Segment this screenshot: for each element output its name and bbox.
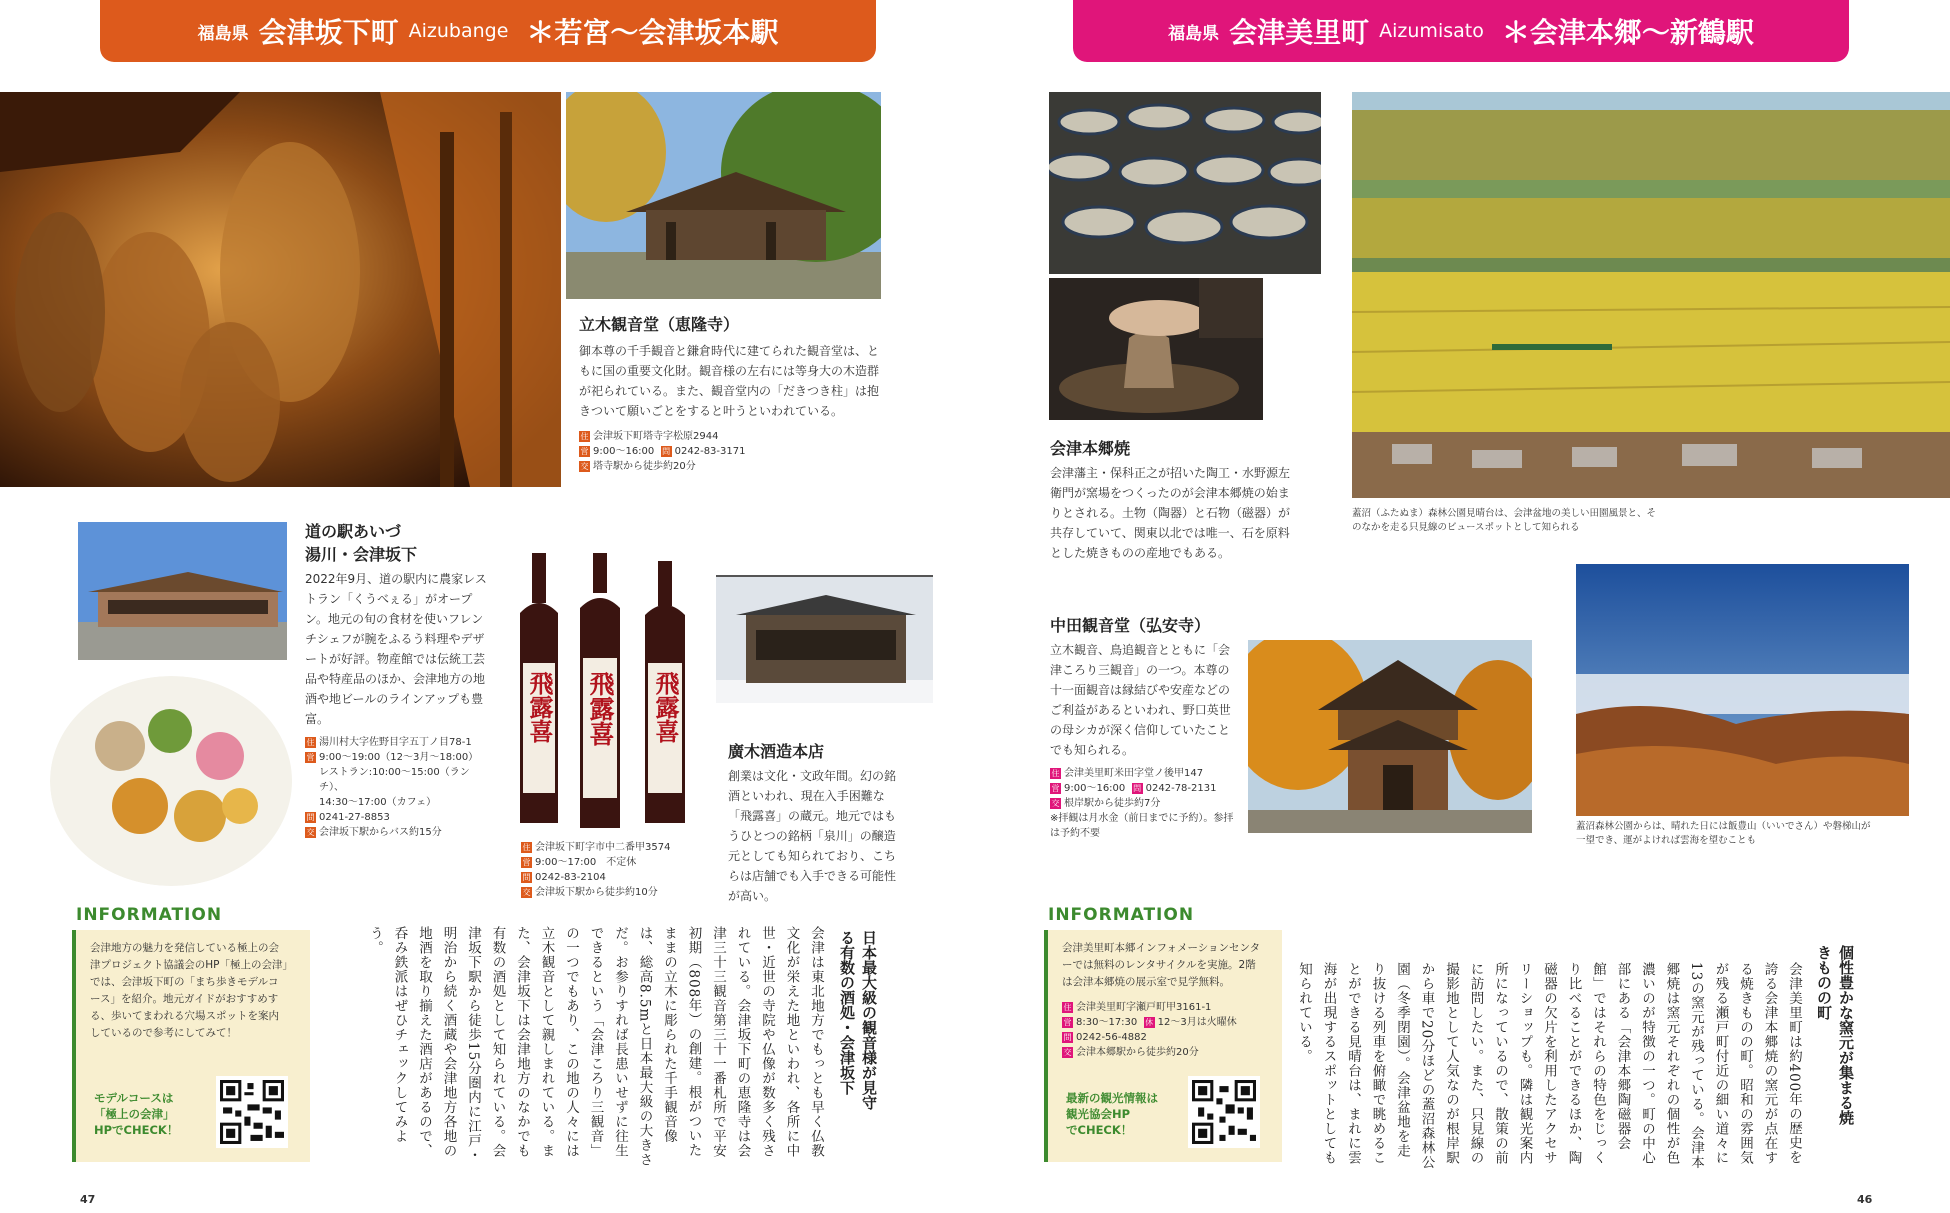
tachiki-hours: 営 9:00〜16:00 問 0242-83-3171	[580, 446, 746, 457]
michinoeki-body: 2022年9月、道の駅内に農家レストラン「くうべぇる」がオープン。地元の旬の食材を使いフレンチシェフが腕をふるう料理やデザートが好評。物産館では伝統工芸品や特産品のほか、会津地方の地酒や地ビールのラインアップも豊富。	[305, 572, 487, 726]
right-info-address: 住 会津美里町字瀬戸町甲3161-1	[1063, 1002, 1212, 1013]
tachiki-temple-photo	[566, 92, 881, 299]
hiroki-sake-bottles-photo	[510, 553, 705, 835]
nakada-gate-photo	[1248, 640, 1532, 833]
sea-of-clouds-caption: 蓋沼森林公園からは、晴れた日には飯豊山（いいでさん）や磐梯山が一望でき、運がよければ雲海を望むことも	[1576, 821, 1871, 846]
left-article-body: 会津は東北地方でもっとも早く仏教文化が栄えた地といわれ、各所に中世・近世の寺院や仏像が数多く残されている。会津坂下町の恵隆寺は会津三十三観音第三十一番札所で平安初期（808年）の創建。根がついたままの立木に彫られた千手観音像は、総高8.5mと日本最大級の大きさだ。お参りすれば長患いせずに往生できるという「会津ころり三観音」の一つでもあり、この地の人々には立木観音として親しまれている。また、会津坂下は会津地方のなかでも有数の酒処として知られている。会津坂下駅から徒歩15分圏内に江戸・明治から続く酒蔵や会津地方各地の地酒を取り揃えた酒店があるので、呑み鉄派はぜひチェックしてみよう。	[367, 926, 824, 1168]
michinoeki-photo	[78, 522, 287, 660]
hiroki-tel: 問 0242-83-2104	[522, 872, 606, 883]
hongo-title: 会津本郷焼	[1050, 439, 1131, 458]
right-article-body: 会津美里町は約400年の歴史を誇る会津本郷焼の窯元が点在する焼きものの町。昭和の雰囲気が残る瀬戸町付近の細い道々に13の窯元が残っている。会津本郷焼は窯元それぞれの個性が色濃いのが特徴の一つ。町の中心部にある「会津本郷陶磁器会館」ではそれらの特色をじっくり比べることができるほか、陶磁器の欠片を利用したアクセサリーショップも。隣は観光案内所になっているので、散策の前に訪問したい。また、只見線の撮影地として人気なのが根岸駅から車で20分ほどの蓋沼森林公園（冬季閉園）。会津盆地を走り抜ける列車を俯瞰で眺めることができる見晴台は、まれに雲海が出現するスポットとしても知られている。	[1296, 962, 1802, 1170]
page-number-right: 46	[1857, 1193, 1873, 1206]
right-banner	[1073, 0, 1849, 62]
michinoeki-section	[305, 519, 493, 840]
michinoeki-hours-cafe: 14:30〜17:00（カフェ）	[319, 797, 437, 808]
hiroki-section	[728, 739, 896, 906]
banner-romaji: Aizubange	[408, 20, 509, 42]
potter-wheel-photo	[1049, 278, 1263, 420]
kannon-statues-photo	[0, 92, 561, 487]
nakada-body: 立木観音、鳥追観音とともに「会津ころり三観音」の一つ。本尊の十一面観音は縁結びや安産などのご利益があるといわれ、野口英世の母シカが深く信仰していたことでも知られる。	[1050, 643, 1231, 757]
michinoeki-hours: 営 9:00〜19:00（12〜3月〜18:00）	[306, 752, 479, 763]
hiroki-title: 廣木酒造本店	[728, 742, 825, 761]
rice-field-caption: 蓋沼（ふたぬま）森林公園見晴台は、会津盆地の美しい田園風景と、そのなかを走る只見線のビュースポットとして知られる	[1352, 508, 1657, 533]
tachiki-access: 交 塔寺駅から徒歩約20分	[580, 461, 696, 472]
banner-prefecture: 福島県	[197, 23, 249, 44]
tachiki-body: 御本尊の千手観音と鎌倉時代に建てられた観音堂は、ともに国の重要文化財。観音様の左右には等身大の木造群が祀られている。また、観音堂内の「だきつき柱」は抱きついて願いごとをすると叶うといわれている。	[579, 344, 880, 418]
tachiki-title: 立木観音堂（恵隆寺）	[579, 315, 740, 334]
sake-label-3: 飛露喜	[651, 671, 679, 743]
michinoeki-tel: 問 0241-27-8853	[306, 812, 390, 823]
michinoeki-address: 住 湯川村大字佐野目字五丁ノ目78-1	[306, 737, 472, 748]
nakada-hours: 営 9:00〜16:00 問 0242-78-2131	[1051, 783, 1217, 794]
banner-town: 会津美里町	[1229, 16, 1370, 49]
right-info-details	[1062, 1000, 1272, 1060]
banner-prefecture: 福島県	[1168, 23, 1220, 44]
hiroki-brewery-photo	[716, 575, 933, 703]
banner-town: 会津坂下町	[258, 16, 399, 49]
hiroki-access: 交 会津坂下駅から徒歩約10分	[522, 887, 658, 898]
page-number-left: 47	[80, 1193, 96, 1206]
sake-label-1: 飛露喜	[525, 671, 553, 743]
sake-label-2: 飛露喜	[586, 671, 615, 746]
left-banner	[100, 0, 876, 62]
right-qr-code[interactable]	[1188, 1076, 1260, 1148]
banner-route: ＊若宮〜会津坂本駅	[526, 16, 779, 49]
left-article-heading: 日本最大級の観音様が見守る有数の酒処・会津坂下	[838, 930, 878, 1110]
nakada-address: 住 会津美里町米田字堂ノ後甲147	[1051, 768, 1204, 779]
right-info-heading: INFORMATION	[1048, 905, 1195, 925]
french-dish-photo	[50, 676, 293, 886]
left-info-box	[72, 930, 310, 1162]
banner-romaji: Aizumisato	[1379, 20, 1484, 42]
left-qr-code[interactable]	[216, 1076, 288, 1148]
sea-of-clouds-photo	[1576, 564, 1909, 816]
nakada-section	[1050, 613, 1240, 841]
hiroki-body: 創業は文化・文政年間。幻の銘酒といわれ、現在入手困難な「飛露喜」の蔵元。地元ではもうひとつの銘柄「泉川」の醸造元としても知られており、こちらは店舗でも入手できる可能性が高い。	[728, 769, 897, 903]
nakada-title: 中田観音堂（弘安寺）	[1050, 616, 1211, 635]
hiroki-address: 住 会津坂下町字市中二番甲3574	[522, 842, 671, 853]
nakada-access: 交 根岸駅から徒歩約7分	[1051, 798, 1161, 809]
right-info-hours: 営 8:30〜17:30 休 12〜3月は火曜休	[1063, 1017, 1237, 1028]
banner-route: ＊会津本郷〜新鶴駅	[1501, 16, 1754, 49]
right-info-text: 会津美里町本郷インフォメーションセンターでは無料のレンタサイクルを実施。2階は会津本郷焼の展示室で見学無料。	[1062, 942, 1261, 988]
left-info-heading: INFORMATION	[76, 905, 223, 925]
pottery-bowls-photo	[1049, 92, 1321, 274]
right-info-box	[1044, 930, 1282, 1162]
michinoeki-title-2: 湯川・会津坂下	[305, 545, 418, 564]
tachiki-address: 住 会津坂下町塔寺字松原2944	[580, 431, 719, 442]
hiroki-hours: 営 9:00〜17:00 不定休	[522, 857, 637, 868]
right-info-tel: 問 0242-56-4882	[1063, 1032, 1147, 1043]
left-info-text: 会津地方の魅力を発信している極上の会津プロジェクト協議会のHP「極上の会津」では、会津坂下町の「まち歩きモデルコース」を紹介。地元ガイドがおすすめする、歩いてまわれる穴場スポットを案内しているので参考にしてみて！	[90, 942, 288, 1039]
hongo-section	[1050, 436, 1296, 563]
right-info-access: 交 会津本郷駅から徒歩約20分	[1063, 1047, 1199, 1058]
right-article-heading: 個性豊かな窯元が集まる焼きものの町	[1815, 945, 1855, 1125]
hongo-body: 会津藩主・保科正之が招いた陶工・水野源左衛門が窯場をつくったのが会津本郷焼の始まりとされる。土物（陶器）と石物（磁器）が共存していて、関東以北では唯一、石を原料とした焼きものの産地でもある。	[1050, 466, 1291, 560]
michinoeki-hours-restaurant: レストラン:10:00〜15:00（ランチ）、	[319, 767, 470, 793]
tachiki-section	[579, 312, 879, 474]
hiroki-info	[521, 840, 701, 900]
nakada-note: ※拝観は月水金（前日までに予約）。参拝は予約不要	[1050, 813, 1234, 839]
rice-field-photo	[1352, 92, 1950, 498]
left-info-cta: モデルコースは 「極上の会津」 HPでCHECK！	[94, 1091, 179, 1137]
michinoeki-access: 交 会津坂下駅からバス約15分	[306, 827, 442, 838]
right-info-cta: 最新の観光情報は 観光協会HP でCHECK！	[1066, 1091, 1158, 1137]
michinoeki-title-1: 道の駅あいづ	[305, 522, 402, 541]
